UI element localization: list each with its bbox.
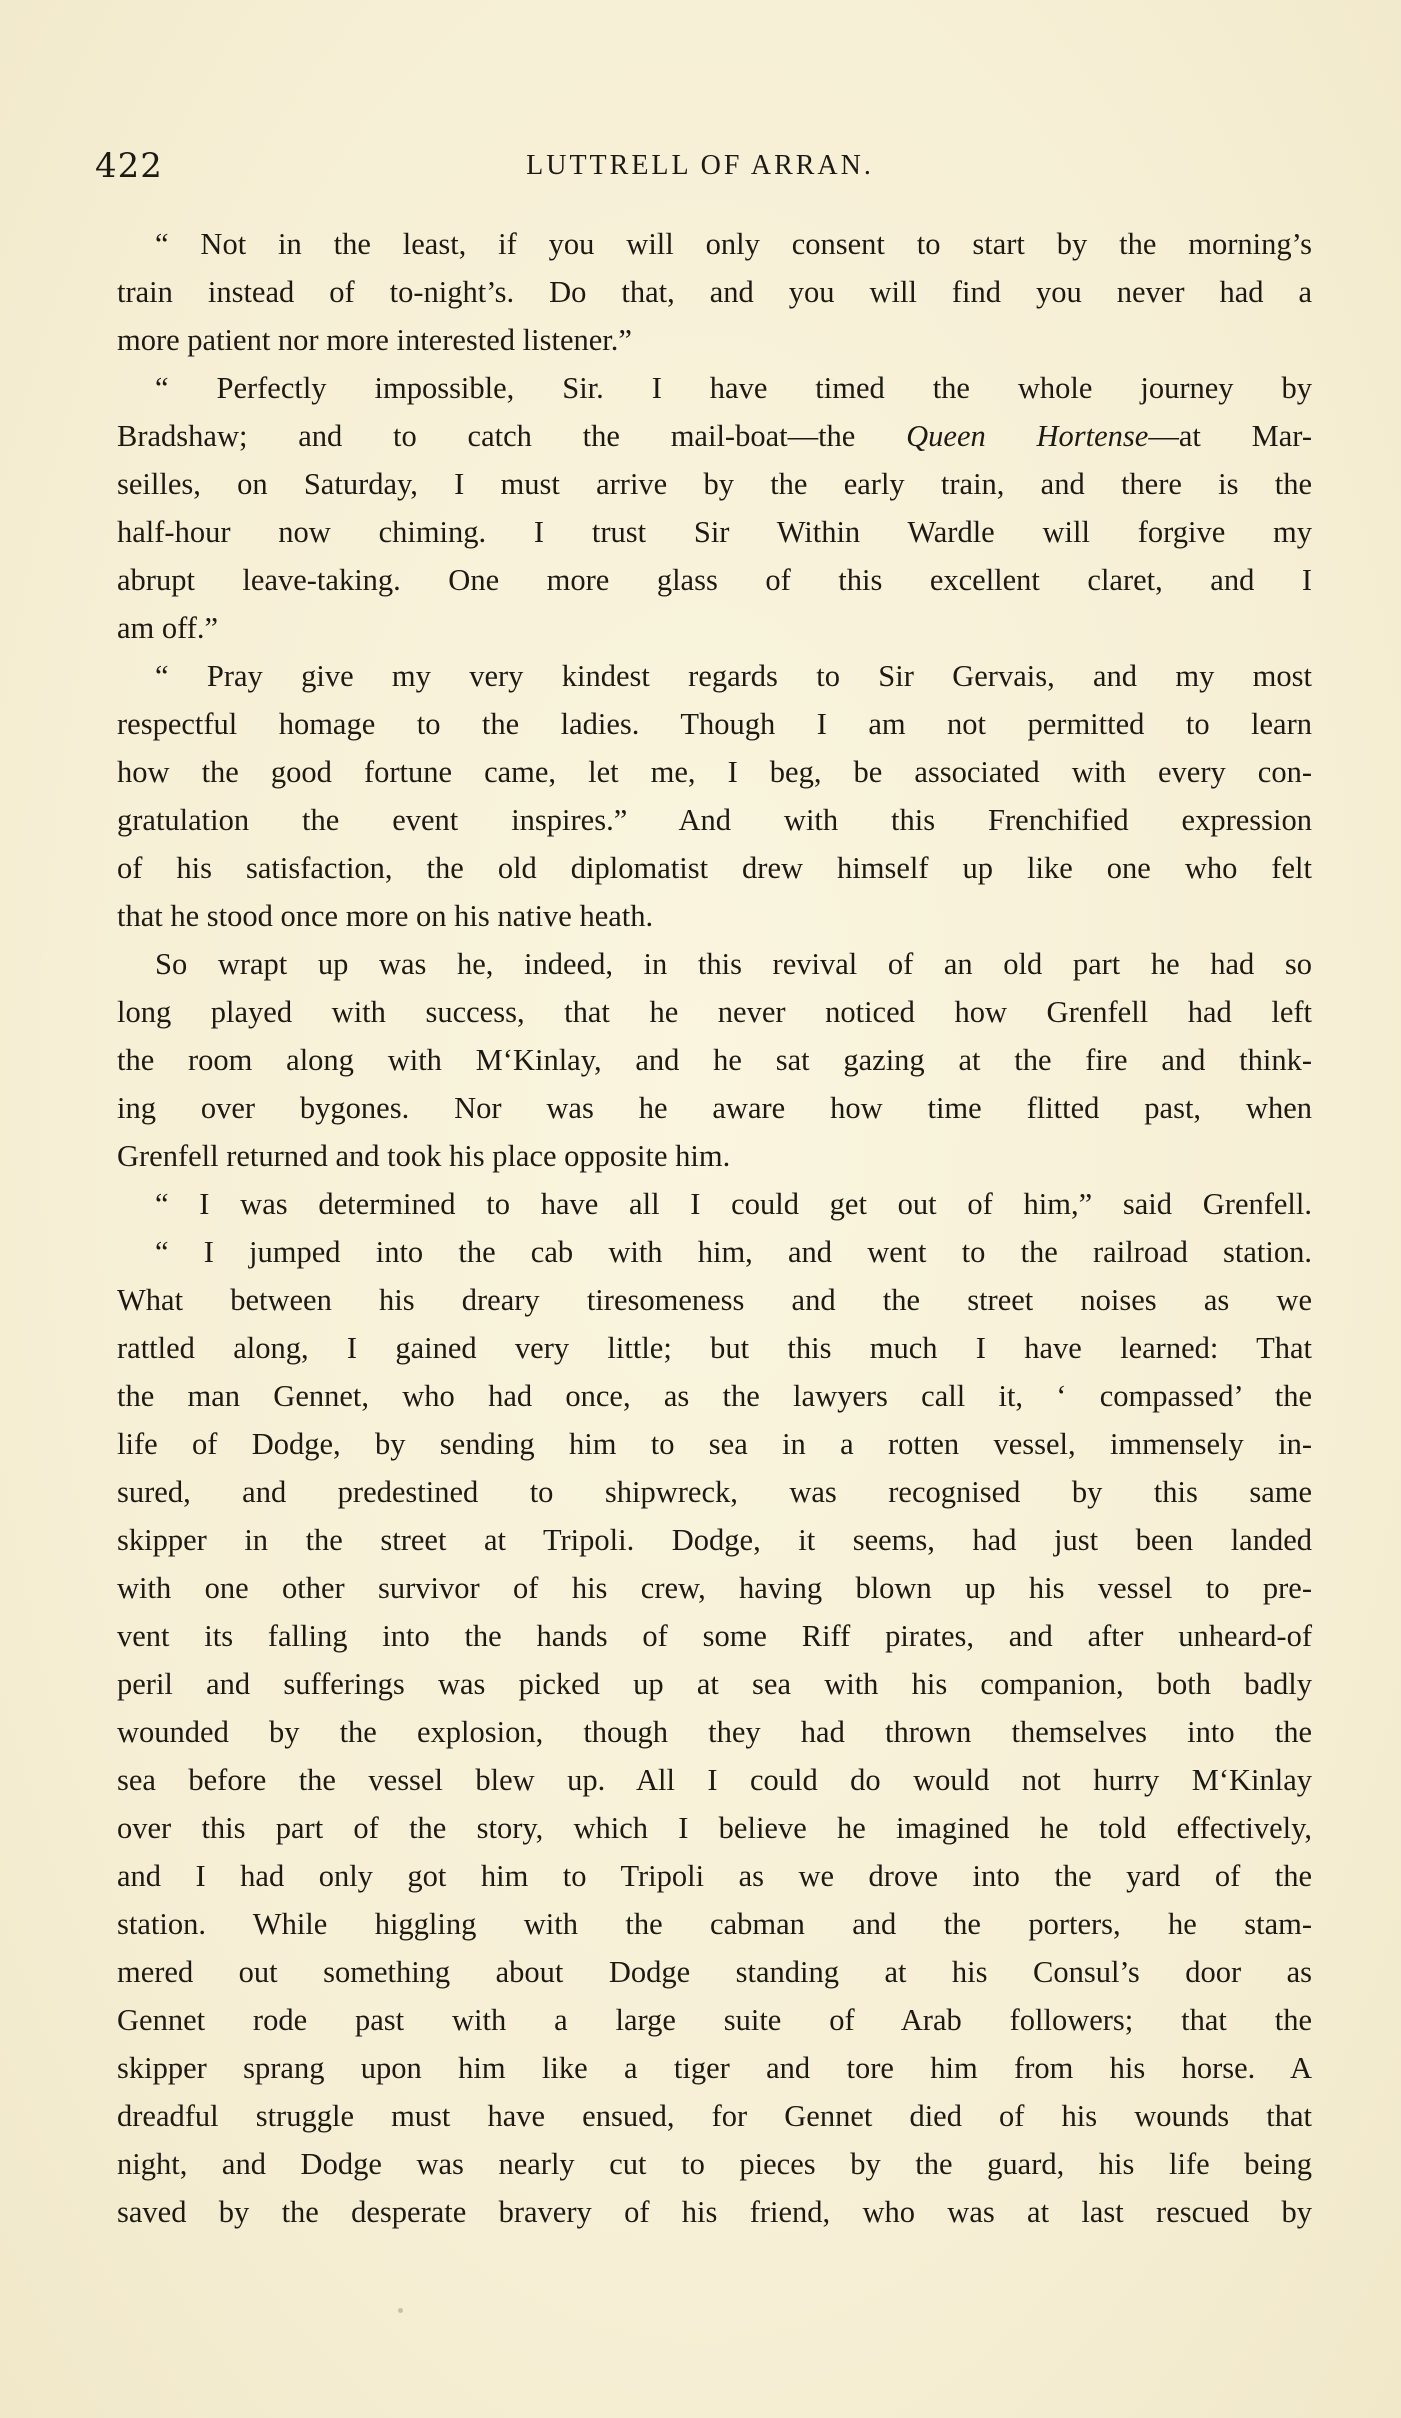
text-line: train instead of to-night’s. Do that, and you will find you never had a bbox=[117, 275, 1312, 309]
text-line: saved by the desperate bravery of his friend, who was at last rescued by bbox=[117, 2195, 1312, 2229]
text-line: So wrapt up was he, indeed, in this revival of an old part he had so bbox=[155, 947, 1312, 981]
text-line: long played with success, that he never noticed how Grenfell had left bbox=[117, 995, 1312, 1029]
text-line: gratulation the event inspires.” And with this Frenchified expression bbox=[117, 803, 1312, 837]
text-line: “ I was determined to have all I could get out of him,” said Grenfell. bbox=[155, 1187, 1312, 1221]
text-line: station. While higgling with the cabman and the porters, he stam- bbox=[117, 1907, 1312, 1941]
text-line: the man Gennet, who had once, as the lawyers call it, ‘ compassed’ the bbox=[117, 1379, 1312, 1413]
text-line: abrupt leave-taking. One more glass of this excellent claret, and I bbox=[117, 563, 1312, 597]
text-line: seilles, on Saturday, I must arrive by the early train, and there is the bbox=[117, 467, 1312, 501]
text-line: am off.” bbox=[117, 611, 219, 645]
text-line: Bradshaw; and to catch the mail-boat—the Queen Hortense—at Mar- bbox=[117, 419, 1312, 453]
body-text bbox=[117, 220, 1312, 2236]
text-line: wounded by the explosion, though they had thrown themselves into the bbox=[117, 1715, 1312, 1749]
text-line: respectful homage to the ladies. Though I am not permitted to learn bbox=[117, 707, 1312, 741]
text-line: skipper sprang upon him like a tiger and tore him from his horse. A bbox=[117, 2051, 1312, 2085]
text-line: how the good fortune came, let me, I beg, be associated with every con- bbox=[117, 755, 1312, 789]
text-line: sured, and predestined to shipwreck, was recognised by this same bbox=[117, 1475, 1312, 1509]
text-line: and I had only got him to Tripoli as we drove into the yard of the bbox=[117, 1859, 1312, 1893]
page-number: 422 bbox=[95, 146, 163, 186]
text-line: over this part of the story, which I believe he imagined he told effectively, bbox=[117, 1811, 1312, 1845]
text-line: mered out something about Dodge standing at his Consul’s door as bbox=[117, 1955, 1312, 1989]
text-line: night, and Dodge was nearly cut to pieces by the guard, his life being bbox=[117, 2147, 1312, 2181]
text-line: life of Dodge, by sending him to sea in a rotten vessel, immensely in- bbox=[117, 1427, 1312, 1461]
text-line: ing over bygones. Nor was he aware how time flitted past, when bbox=[117, 1091, 1312, 1125]
text-line: Grenfell returned and took his place opposite him. bbox=[117, 1139, 731, 1173]
text-line: peril and sufferings was picked up at sea with his companion, both badly bbox=[117, 1667, 1312, 1701]
text-line: What between his dreary tiresomeness and the street noises as we bbox=[117, 1283, 1312, 1317]
text-line: “ Perfectly impossible, Sir. I have timed the whole journey by bbox=[155, 371, 1312, 405]
text-line: that he stood once more on his native heath. bbox=[117, 899, 654, 933]
text-line: “ I jumped into the cab with him, and went to the railroad station. bbox=[155, 1235, 1312, 1269]
text-line: Gennet rode past with a large suite of Arab followers; that the bbox=[117, 2003, 1312, 2037]
text-line: rattled along, I gained very little; but this much I have learned: That bbox=[117, 1331, 1312, 1365]
text-line: skipper in the street at Tripoli. Dodge, it seems, had just been landed bbox=[117, 1523, 1312, 1557]
paper-speck bbox=[398, 2308, 403, 2313]
text-line: vent its falling into the hands of some Riff pirates, and after unheard-of bbox=[117, 1619, 1312, 1653]
ship-name: Queen Hortense bbox=[906, 419, 1149, 453]
page-header bbox=[95, 146, 1305, 206]
text-line: with one other survivor of his crew, having blown up his vessel to pre- bbox=[117, 1571, 1312, 1605]
text-line: half-hour now chiming. I trust Sir Within Wardle will forgive my bbox=[117, 515, 1312, 549]
text-line: more patient nor more interested listener.” bbox=[117, 323, 632, 357]
text-line: dreadful struggle must have ensued, for Gennet died of his wounds that bbox=[117, 2099, 1312, 2133]
text-line: the room along with M‘Kinlay, and he sat gazing at the fire and think- bbox=[117, 1043, 1312, 1077]
text-line: “ Not in the least, if you will only consent to start by the morning’s bbox=[155, 227, 1312, 261]
text-line: of his satisfaction, the old diplomatist drew himself up like one who felt bbox=[117, 851, 1312, 885]
running-title: LUTTRELL OF ARRAN. bbox=[526, 150, 874, 181]
text-line: sea before the vessel blew up. All I could do would not hurry M‘Kinlay bbox=[117, 1763, 1312, 1797]
text-line: “ Pray give my very kindest regards to Sir Gervais, and my most bbox=[155, 659, 1312, 693]
